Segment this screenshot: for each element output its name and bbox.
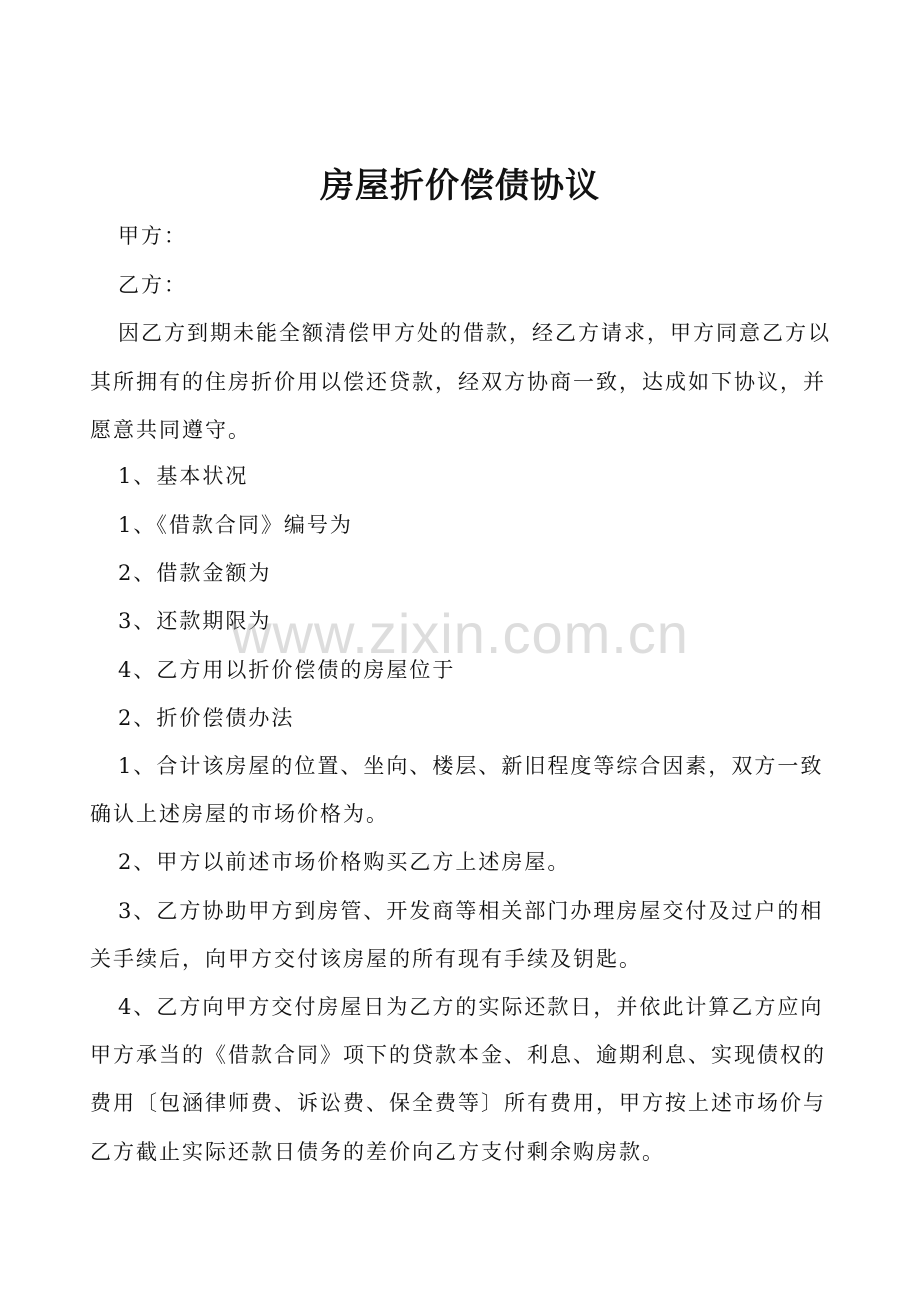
item4-line-1: 4、乙方向甲方交付房屋日为乙方的实际还款日，并依此计算乙方应向 bbox=[118, 995, 824, 1019]
item4-line-2: 甲方承当的《借款合同》项下的贷款本金、利息、逾期利息、实现债权的 bbox=[90, 1043, 826, 1067]
item4-line-3: 费用〔包涵律师费、诉讼费、保全费等〕所有费用，甲方按上述市场价与 bbox=[90, 1091, 826, 1115]
item1-line-1: 1、合计该房屋的位置、坐向、楼层、新旧程度等综合因素，双方一致 bbox=[118, 754, 824, 778]
intro-line-2: 其所拥有的住房折价用以偿还贷款，经双方协商一致，达成如下协议，并 bbox=[90, 370, 826, 394]
item2-line: 2、甲方以前述市场价格购买乙方上述房屋。 bbox=[118, 850, 571, 874]
party-b-label: 乙方： bbox=[118, 273, 187, 297]
section1-item-house-location: 4、乙方用以折价偿债的房屋位于 bbox=[118, 658, 456, 682]
item3-line-1: 3、乙方协助甲方到房管、开发商等相关部门办理房屋交付及过户的相 bbox=[118, 899, 824, 923]
watermark-text: www.zixin.com.cn bbox=[231, 602, 689, 665]
intro-line-3: 愿意共同遵守。 bbox=[90, 418, 251, 442]
section2-heading: 2、折价偿债办法 bbox=[118, 706, 295, 730]
document-title: 房屋折价偿债协议 bbox=[320, 166, 600, 206]
party-a-label: 甲方： bbox=[118, 224, 187, 248]
section1-item-repay-term: 3、还款期限为 bbox=[118, 609, 272, 633]
section1-item-contract-no: 1、《借款合同》编号为 bbox=[118, 513, 353, 537]
section1-item-loan-amount: 2、借款金额为 bbox=[118, 561, 272, 585]
item3-line-2: 关手续后，向甲方交付该房屋的所有现有手续及钥匙。 bbox=[90, 947, 642, 971]
item4-line-4: 乙方截止实际还款日债务的差价向乙方支付剩余购房款。 bbox=[90, 1140, 665, 1164]
item1-line-2: 确认上述房屋的市场价格为。 bbox=[90, 802, 389, 826]
intro-line-1: 因乙方到期未能全额清偿甲方处的借款，经乙方请求，甲方同意乙方以 bbox=[118, 321, 831, 345]
section1-heading: 1、基本状况 bbox=[118, 464, 249, 488]
